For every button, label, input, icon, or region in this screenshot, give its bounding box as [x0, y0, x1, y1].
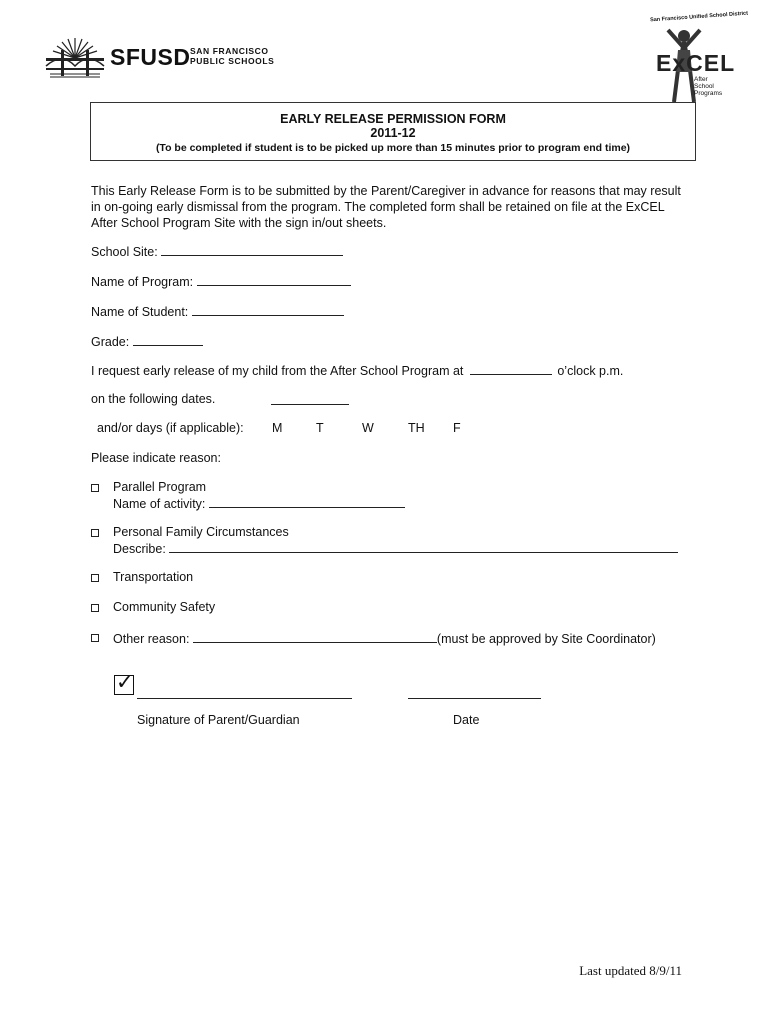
parallel-checkbox[interactable]: [91, 484, 99, 492]
safety-label: Community Safety: [113, 600, 216, 614]
describe-line[interactable]: [169, 540, 678, 553]
form-title-box: [90, 102, 696, 161]
grade-line[interactable]: [133, 333, 203, 346]
activity-row: [113, 495, 405, 512]
dates-line[interactable]: [271, 392, 349, 410]
other-label: Other reason:: [113, 632, 190, 646]
intro-paragraph: This Early Release Form is to be submitted by the Parent/Caregiver in advance for reasons that may result in on-going early dismissal from the program. The completed form shall be retained on file at the ExCEL After School Program Site with the sign in/out sheets.: [91, 184, 681, 230]
school-site-label: School Site:: [91, 245, 158, 259]
excel-sub-2: Programs: [694, 90, 723, 97]
safety-checkbox[interactable]: [91, 604, 99, 612]
transport-label: Transportation: [113, 570, 194, 584]
program-row: [91, 273, 351, 290]
excel-wordmark: ExCEL: [656, 50, 736, 76]
reason-safety: [91, 600, 391, 616]
day-w[interactable]: W: [362, 421, 374, 435]
day-th[interactable]: TH: [408, 421, 425, 435]
grade-label: Grade:: [91, 335, 130, 349]
parallel-label: Parallel Program: [113, 480, 207, 494]
form-title: EARLY RELEASE PERMISSION FORM: [280, 112, 506, 126]
transport-checkbox[interactable]: [91, 574, 99, 582]
logo-sub-line-1: SAN FRANCISCO: [190, 46, 269, 56]
student-label: Name of Student:: [91, 305, 189, 319]
date-line[interactable]: [408, 698, 541, 699]
describe-row: [113, 540, 678, 557]
family-checkbox[interactable]: [91, 529, 99, 537]
describe-label: Describe:: [113, 542, 166, 556]
excel-subtitle: [694, 76, 728, 97]
excel-logo: [644, 10, 749, 104]
reason-transport: [91, 570, 391, 586]
check-mark-icon: ✓: [116, 670, 134, 694]
last-updated: Last updated 8/9/11: [579, 963, 682, 978]
reason-prompt: Please indicate reason:: [91, 451, 221, 465]
grade-row: [91, 333, 203, 350]
days-label: and/or days (if applicable):: [97, 421, 244, 435]
reason-parallel: [91, 480, 491, 512]
other-row: [113, 630, 656, 647]
form-year: 2011-12: [370, 126, 416, 140]
form-subtitle: (To be completed if student is to be picked up more than 15 minutes prior to program end time): [155, 142, 631, 154]
signature-label: Signature of Parent/Guardian: [137, 713, 300, 727]
signature-check-box: [114, 670, 134, 695]
other-note: (must be approved by Site Coordinator): [436, 632, 656, 646]
school-site-line[interactable]: [161, 243, 343, 256]
request-text: I request early release of my child from the After School Program at: [91, 364, 464, 378]
sfusd-bridge-logo-icon: [44, 36, 106, 80]
day-t[interactable]: T: [316, 421, 324, 435]
signature-line[interactable]: [137, 698, 352, 699]
school-site-row: [91, 243, 343, 260]
time-line[interactable]: [470, 362, 552, 375]
day-f[interactable]: F: [453, 421, 461, 435]
day-m[interactable]: M: [272, 421, 283, 435]
excel-sub-1: After School: [694, 76, 714, 90]
date-label: Date: [453, 713, 480, 727]
program-label: Name of Program:: [91, 275, 194, 289]
reason-family: [91, 525, 691, 557]
reason-other: [91, 630, 691, 646]
student-line[interactable]: [192, 303, 344, 316]
request-row: [91, 362, 623, 379]
program-line[interactable]: [197, 273, 351, 286]
student-row: [91, 303, 344, 320]
activity-line[interactable]: [209, 495, 405, 508]
family-label: Personal Family Circumstances: [113, 525, 289, 539]
activity-label: Name of activity:: [113, 497, 206, 511]
sfusd-subtitle: [190, 46, 274, 66]
other-checkbox[interactable]: [91, 634, 99, 642]
dates-label: on the following dates.: [91, 392, 216, 406]
sfusd-wordmark: SFUSD: [110, 44, 191, 70]
logo-sub-line-2: PUBLIC SCHOOLS: [190, 56, 275, 66]
excel-district-text: San Francisco Unified School District: [649, 10, 749, 24]
other-line[interactable]: [193, 630, 437, 643]
time-suffix: o’clock p.m.: [557, 364, 624, 378]
